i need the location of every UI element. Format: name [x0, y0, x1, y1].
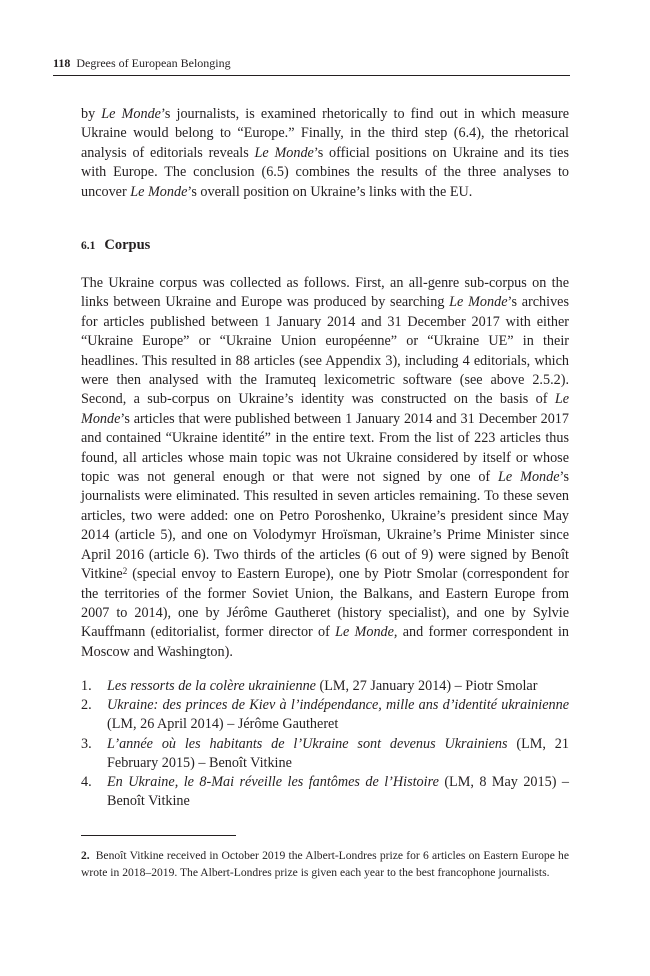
header-rule [53, 75, 570, 76]
list-item: 2. Ukraine: des princes de Kiev à l’indépendance, mille ans d’identité ukrainienne (LM, 26 April 2014) – Jérôme Gautheret [81, 697, 569, 733]
list-item: 3. L’année où les habitants de l’Ukraine sont devenus Ukrainiens (LM, 21 February 2015) – Benoît Vitkine [81, 735, 569, 771]
footnote-ref[interactable]: 2 [122, 566, 128, 577]
list-item: 1. Les ressorts de la colère ukrainienne (LM, 27 January 2014) – Piotr Smolar [81, 678, 538, 694]
footnote-rule [81, 835, 236, 836]
article-list [81, 677, 569, 811]
section-heading [81, 236, 150, 256]
corpus-paragraph: The Ukraine corpus was collected as follows. First, an all-genre sub-corpus on the links between Ukraine and Europe was produced by searching Le Monde’s archives for articles published between 1 January 2014 and 31 December 2017 with either “Ukraine Europe” or “Ukraine Union européenne” or “Ukraine UE” in their headlines. This resulted in 88 articles (see Appendix 3), including 4 editorials, which were then analysed with the Iramuteq lexicometric software (see above 2.5.2). Second, a sub-corpus on Ukraine’s identity was constructed on the basis of Le Monde’s articles that were published between 1 January 2014 and 31 December 2017 and contained “Ukraine identité” in the entire text. From the list of 223 articles thus found, all articles whose main topic was not Ukraine considered by itself or whose topic was not general enough or that were not signed by one of Le Monde’s journalists were eliminated. This resulted in seven articles remaining. To these seven articles, two were added: one on Petro Poroshenko, Ukraine’s president since May 2014 (article 5), and one on Volodymyr Hroïsman, Ukraine’s Prime Minister since April 2016 (article 6). Two thirds of the articles (6 out of 9) were signed by Benoît Vitkine$^2$ (special envoy to Eastern Europe), one by Piotr Smolar (correspondent for the territories of the former Soviet Union, the Balkans, and Eastern Europe from 2007 to 2014), one by Jérôme Gautheret (history specialist), and one by Sylvie Kauffmann (editorialist, former director of Le Monde, and former correspondent in Moscow and Washington). [81, 275, 569, 660]
list-item: 4. En Ukraine, le 8-Mai réveille les fantômes de l’Histoire (LM, 8 May 2015) – Benoît Vitkine [81, 774, 569, 810]
section-number: 6.1 [81, 240, 96, 252]
section-title: Corpus [104, 237, 151, 253]
footnote-number: 2. [81, 849, 90, 862]
running-title: Degrees of European Belonging [76, 56, 231, 70]
intro-paragraph: by Le Monde’s journalists, is examined rhetorically to find out in which measure Ukraine would belong to “Europe.” Finally, in the third step (6.4), the rhetorical analysis of editorials reveals Le Monde’s official positions on Ukraine and its ties with Europe. The conclusion (6.5) combines the results of the three analyses to uncover Le Monde’s overall position on Ukraine’s links with the EU. [81, 106, 569, 200]
footnote [81, 847, 569, 881]
page-number: 118 [53, 56, 71, 70]
footnote-text: Benoît Vitkine received in October 2019 the Albert-Londres prize for 6 articles on Eastern Europe he wrote in 2018–2019. The Albert-Londres prize is given each year to the best francophone journalists. [81, 849, 569, 879]
running-header [53, 55, 569, 71]
